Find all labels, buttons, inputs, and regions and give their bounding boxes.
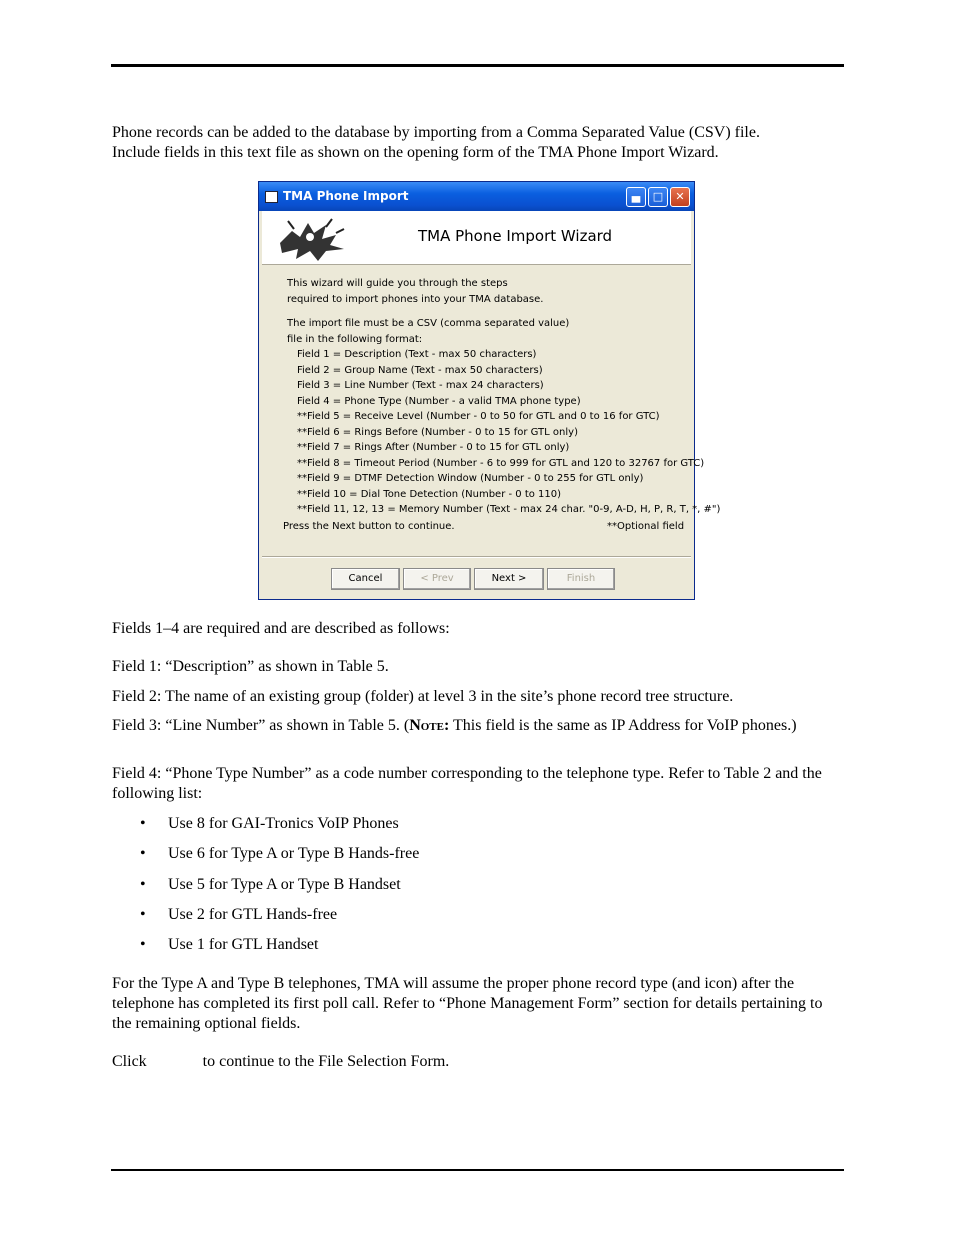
- finish-button-label: Finish: [566, 573, 596, 584]
- list-item: [140, 905, 419, 935]
- window-icon: [265, 191, 278, 203]
- list-item: [140, 935, 419, 965]
- wizard-title: TMA Phone Import Wizard: [418, 227, 613, 245]
- wizard-header: [262, 211, 691, 265]
- footer-rule: [111, 1169, 844, 1171]
- finish-button[interactable]: [547, 568, 615, 590]
- cancel-button[interactable]: [331, 568, 400, 590]
- optional-field-note: **Optional field: [607, 521, 685, 532]
- closing-paragraph: For the Type A and Type B telephones, TMA will assume the proper phone record type (and icon) after the telephone has completed its first poll call. Refer to “Phone Management Form” section for details pertaining to the remaining optional fields.: [112, 975, 823, 1032]
- list-item-text: Use 8 for GAI-Tronics VoIP Phones: [168, 815, 399, 832]
- format-line: file in the following format:: [287, 333, 423, 345]
- intro-line-1: Phone records can be added to the database by importing from a Comma Separated Value (CSV) file.: [112, 124, 760, 141]
- list-item: [140, 844, 419, 874]
- bullet-icon: •: [140, 936, 146, 953]
- field-spec-line: Field 1 = Description (Text - max 50 characters): [297, 349, 537, 360]
- field-spec-line: **Field 11, 12, 13 = Memory Number (Text - max 24 char. "0-9, A-D, H, P, R, T, *, #"): [297, 504, 721, 515]
- field-3-description: [112, 716, 842, 736]
- click-instruction: [112, 1052, 842, 1072]
- wizard-logo-icon: [274, 213, 354, 263]
- click-word: Click: [112, 1053, 147, 1070]
- minimize-button[interactable]: [626, 187, 646, 207]
- next-button-label: Next >: [491, 573, 527, 584]
- prev-button[interactable]: [403, 568, 471, 590]
- field-3-text: Field 3: “Line Number” as shown in Table 5. (: [112, 717, 410, 734]
- prev-button-label: < Prev: [420, 573, 454, 584]
- format-line: The import file must be a CSV (comma separated value): [287, 318, 570, 329]
- field-spec-line: **Field 10 = Dial Tone Detection (Number - 0 to 110): [297, 488, 562, 500]
- bullet-icon: •: [140, 875, 146, 893]
- field-spec-line: **Field 8 = Timeout Period (Number - 6 to 999 for GTL and 120 to 32767 for GTC): [297, 457, 705, 469]
- field-spec-line: Field 2 = Group Name (Text - max 50 characters): [297, 364, 543, 376]
- maximize-icon: □: [652, 190, 664, 203]
- dialog-title: TMA Phone Import: [283, 189, 409, 203]
- instruction-line: This wizard will guide you through the steps: [287, 278, 508, 289]
- minimize-icon: ▄: [631, 190, 641, 203]
- field-1-description: Field 1: “Description” as shown in Table 5.: [112, 658, 389, 675]
- note-label: Note:: [409, 717, 450, 734]
- intro-paragraph: [112, 123, 842, 163]
- field-spec-line: **Field 5 = Receive Level (Number - 0 to 50 for GTL and 0 to 16 for GTC): [297, 411, 660, 422]
- header-rule: [111, 64, 844, 67]
- bullet-icon: •: [140, 815, 146, 832]
- instruction-line: required to import phones into your TMA database.: [287, 293, 544, 305]
- list-item-text: Use 1 for GTL Handset: [168, 936, 319, 953]
- maximize-button[interactable]: [648, 187, 668, 207]
- phone-type-list: [140, 814, 419, 965]
- field-3-note-text: This field is the same as IP Address for VoIP phones.): [449, 717, 797, 734]
- dialog-titlebar[interactable]: [259, 182, 694, 211]
- list-item: [140, 814, 419, 844]
- list-item-text: Use 2 for GTL Hands-free: [168, 905, 338, 923]
- field-spec-line: Field 4 = Phone Type (Number - a valid TMA phone type): [297, 395, 581, 407]
- click-instruction-text: to continue to the File Selection Form.: [202, 1053, 450, 1070]
- field-spec-line: Field 3 = Line Number (Text - max 24 characters): [297, 380, 544, 391]
- field-4-description: Field 4: “Phone Type Number” as a code number corresponding to the telephone type. Refer to Table 2 and the following list:: [112, 765, 822, 802]
- intro-line-2: Include fields in this text file as shown on the opening form of the TMA Phone Import Wizard.: [112, 144, 719, 161]
- list-item-text: Use 6 for Type A or Type B Hands-free: [168, 845, 420, 863]
- bullet-icon: •: [140, 905, 146, 923]
- field-spec-line: **Field 9 = DTMF Detection Window (Number - 0 to 255 for GTL only): [297, 473, 644, 484]
- cancel-button-label: Cancel: [348, 573, 383, 584]
- continue-hint: Press the Next button to continue.: [283, 521, 455, 532]
- import-wizard-dialog: [258, 181, 721, 600]
- field-spec-line: **Field 6 = Rings Before (Number - 0 to 15 for GTL only): [297, 426, 578, 438]
- bullet-icon: •: [140, 845, 146, 863]
- close-icon: ✕: [675, 190, 685, 203]
- button-separator: [262, 556, 691, 558]
- field-2-description: Field 2: The name of an existing group (folder) at level 3 in the site’s phone record tree structure.: [112, 688, 734, 705]
- list-item: [140, 875, 419, 905]
- close-button[interactable]: [670, 187, 690, 207]
- wizard-instructions: [287, 276, 720, 518]
- next-button[interactable]: [474, 568, 544, 590]
- list-item-text: Use 5 for Type A or Type B Handset: [168, 875, 401, 893]
- field-spec-line: **Field 7 = Rings After (Number - 0 to 15 for GTL only): [297, 442, 570, 453]
- fields-intro: Fields 1–4 are required and are described as follows:: [112, 620, 450, 637]
